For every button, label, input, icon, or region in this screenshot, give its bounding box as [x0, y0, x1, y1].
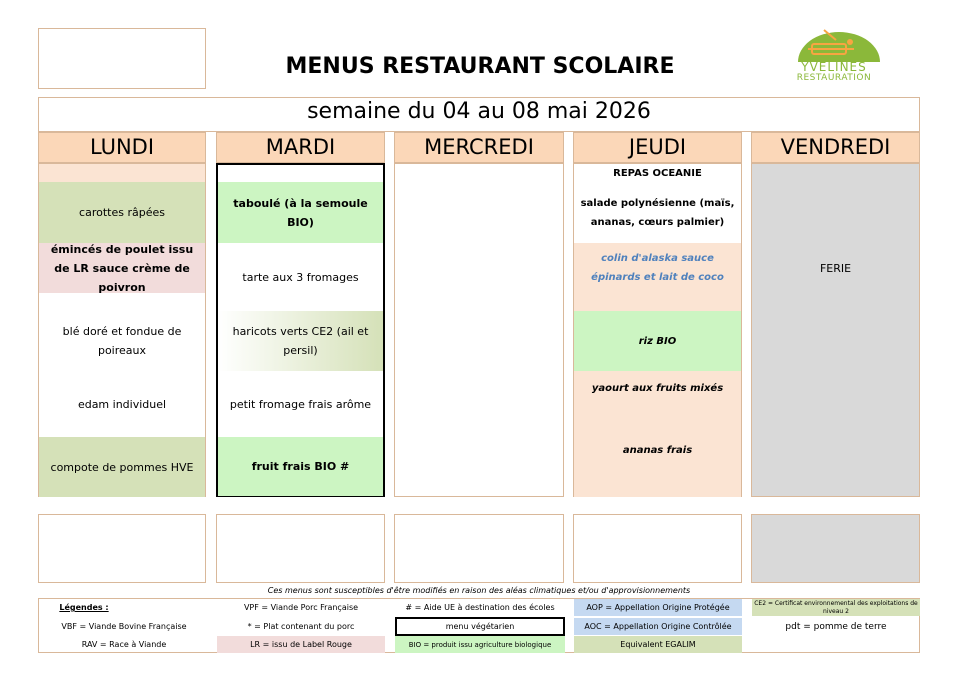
legend-vpf: VPF = Viande Porc Française: [243, 603, 359, 612]
jeudi-accompagnement: riz BIO: [574, 311, 741, 371]
day-header-lundi: LUNDI: [38, 132, 206, 163]
mardi-entree: taboulé (à la semoule BIO): [218, 182, 383, 243]
jeudi-theme: REPAS OCEANIE: [613, 167, 702, 179]
bottom-box-vendredi: [751, 514, 920, 583]
lundi-top-band: [39, 164, 205, 182]
legend-vegetarien: menu végétarien: [395, 617, 565, 636]
bottom-box-jeudi: [573, 514, 742, 583]
logo-placeholder-box: [38, 28, 206, 89]
mardi-fromage: petit fromage frais arôme: [229, 397, 372, 411]
day-header-mardi: MARDI: [216, 132, 385, 163]
logo-text-yvelines: YVELINES: [801, 60, 867, 74]
day-header-jeudi: JEUDI: [573, 132, 742, 163]
vendredi-ferie: FERIE: [819, 261, 852, 275]
jeudi-dessert: ananas frais: [574, 437, 741, 497]
legend-table: [38, 598, 920, 653]
mardi-accompagnement: haricots verts CE2 (ail et persil): [218, 311, 383, 371]
jeudi-entree: salade polynésienne (maïs, ananas, cœurs palmier): [580, 197, 735, 228]
legend-lr: LR = issu de Label Rouge: [217, 636, 385, 653]
legend-porc: * = Plat contenant du porc: [247, 622, 355, 631]
lundi-entree: carottes râpées: [39, 182, 205, 243]
column-jeudi: [573, 163, 742, 497]
legend-rav: RAV = Race à Viande: [81, 640, 167, 649]
page-title: MENUS RESTAURANT SCOLAIRE: [285, 54, 675, 79]
legend-ce2: CE2 = Certificat environnemental des exploitations de niveau 2: [752, 599, 920, 616]
jeudi-laitage: yaourt aux fruits mixés: [574, 371, 741, 437]
day-header-mercredi: MERCREDI: [394, 132, 564, 163]
column-vendredi: [751, 163, 920, 497]
column-mardi: [216, 163, 385, 497]
bottom-box-lundi: [38, 514, 206, 583]
legend-aoc: AOC = Appellation Origine Contrôlée: [574, 618, 742, 635]
logo-text-restauration: RESTAURATION: [796, 73, 872, 83]
lundi-fromage: edam individuel: [77, 397, 167, 411]
mardi-plat: tarte aux 3 fromages: [242, 270, 359, 284]
disclaimer-note: Ces menus sont susceptibles d'être modifiés en raison des aléas climatiques et/ou d'approvisionnements: [267, 586, 691, 595]
lundi-dessert: compote de pommes HVE: [39, 437, 205, 497]
legend-egalim: Equivalent EGALIM: [574, 636, 742, 653]
mardi-dessert: fruit frais BIO #: [218, 437, 383, 496]
legend-bio: BIO = produit issu agriculture biologique: [395, 636, 565, 653]
legend-vbf: VBF = Viande Bovine Française: [61, 622, 187, 631]
lundi-plat: émincés de poulet issu de LR sauce crème de poivron: [39, 243, 205, 293]
legend-aop: AOP = Appellation Origine Protégée: [574, 599, 742, 616]
bottom-box-mardi: [216, 514, 385, 583]
legend-heading: Légendes :: [59, 603, 109, 612]
jeudi-plat: colin d'alaska sauce épinards et lait de coco: [574, 243, 741, 311]
column-mercredi: [394, 163, 564, 497]
day-header-vendredi: VENDREDI: [751, 132, 920, 163]
legend-pdt: pdt = pomme de terre: [785, 621, 887, 632]
column-lundi: [38, 163, 206, 497]
lundi-accompagnement: blé doré et fondue de poireaux: [62, 325, 182, 357]
week-label: semaine du 04 au 08 mai 2026: [307, 99, 651, 124]
legend-aide-ue: # = Aide UE à destination des écoles: [405, 603, 555, 612]
bottom-box-mercredi: [394, 514, 564, 583]
